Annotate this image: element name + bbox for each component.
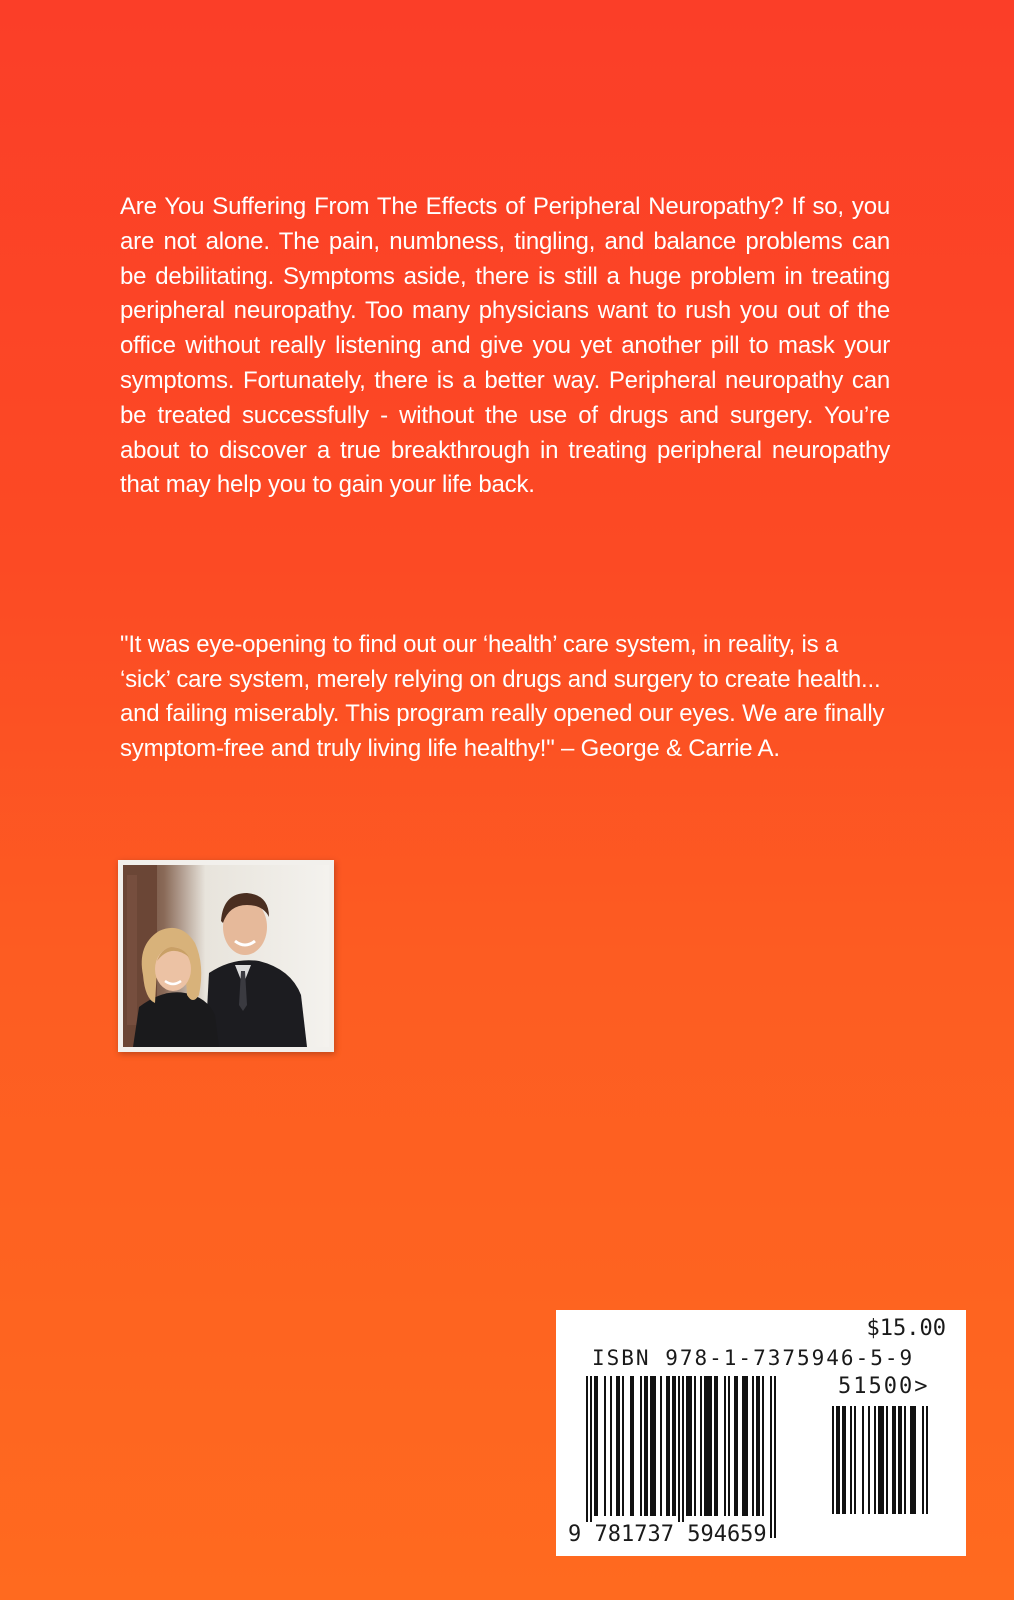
- barcode-bar: [910, 1406, 916, 1514]
- barcode-bar: [660, 1376, 662, 1516]
- barcode-bar: [682, 1376, 684, 1538]
- barcode-bar: [922, 1406, 924, 1514]
- barcode-bar: [734, 1376, 738, 1516]
- barcode-bar: [666, 1376, 670, 1516]
- barcode-bar: [854, 1406, 856, 1514]
- barcode-bar: [874, 1406, 876, 1514]
- barcode-bar: [868, 1406, 870, 1514]
- barcode-bar: [842, 1406, 846, 1514]
- addon-barcode: [832, 1406, 942, 1546]
- barcode-bar: [926, 1406, 928, 1514]
- barcode-bar: [678, 1376, 680, 1538]
- ean-barcode: [586, 1376, 826, 1546]
- price-label: $15.00: [866, 1316, 946, 1341]
- barcode-bar: [836, 1406, 840, 1514]
- barcode-bar: [650, 1376, 656, 1516]
- barcode-bar: [752, 1376, 754, 1516]
- testimonial-quote: "It was eye-opening to find out our ‘health’ care system, in reality, is a ‘sick’ care system, merely relying on drugs and surgery to create health... and failing miserably. This program really opened our eyes. We are finally symptom-free and truly living life healthy!" – George & Carrie A.: [120, 631, 885, 762]
- barcode-bar: [756, 1376, 760, 1516]
- barcode-bar: [622, 1376, 624, 1516]
- barcode-bar: [604, 1376, 606, 1516]
- barcode-bar: [686, 1376, 692, 1516]
- back-cover-blurb: Are You Suffering From The Effects of Peripheral Neuropathy? If so, you are not alone. The pain, numbness, tingling, and balance problems can be debilitating. Symptoms aside, there is still a huge problem in treating peripheral neuropathy. Too many physicians want to rush you out of the office without really listening and give you yet another pill to mask your symptoms. Fortunately, there is a better way. Peripheral neuropathy can be treated successfully - without the use of drugs and surgery. You’re about to discover a true breakthrough in treating peripheral neuropathy that may help you to gain your life back.: [120, 193, 890, 499]
- author-photo-image: [123, 865, 329, 1047]
- barcode-bar: [850, 1406, 852, 1514]
- barcode-bar: [898, 1406, 902, 1514]
- barcode-bar: [616, 1376, 620, 1516]
- barcode-bar: [672, 1376, 676, 1516]
- barcode-bar: [590, 1376, 592, 1538]
- barcode-bar: [886, 1406, 888, 1514]
- barcode-bar: [724, 1376, 726, 1516]
- author-photo: [118, 860, 334, 1052]
- barcode-bar: [770, 1376, 772, 1538]
- barcode-bar: [728, 1376, 730, 1516]
- barcode-bar: [862, 1406, 864, 1514]
- barcode-bar: [594, 1376, 598, 1516]
- barcode-bar: [700, 1376, 702, 1516]
- barcode-bar: [714, 1376, 718, 1516]
- barcode-bar: [878, 1406, 884, 1514]
- barcode-bar: [630, 1376, 634, 1516]
- barcode-bar: [892, 1406, 896, 1514]
- ean-digits-label: 9 781737 594659: [568, 1522, 767, 1547]
- addon-code-label: 51500>: [838, 1374, 930, 1399]
- barcode-bar: [644, 1376, 648, 1516]
- barcode-bar: [694, 1376, 696, 1516]
- barcode-bar: [586, 1376, 588, 1538]
- barcode-bar: [774, 1376, 776, 1538]
- barcode-panel: [556, 1310, 966, 1556]
- barcode-bar: [742, 1376, 748, 1516]
- barcode-bar: [640, 1376, 642, 1516]
- barcode-bar: [832, 1406, 834, 1514]
- barcode-bar: [904, 1406, 906, 1514]
- barcode-bar: [704, 1376, 712, 1516]
- barcode-bar: [762, 1376, 764, 1516]
- isbn-label: ISBN 978-1-7375946-5-9: [592, 1346, 915, 1370]
- barcode-bar: [610, 1376, 612, 1516]
